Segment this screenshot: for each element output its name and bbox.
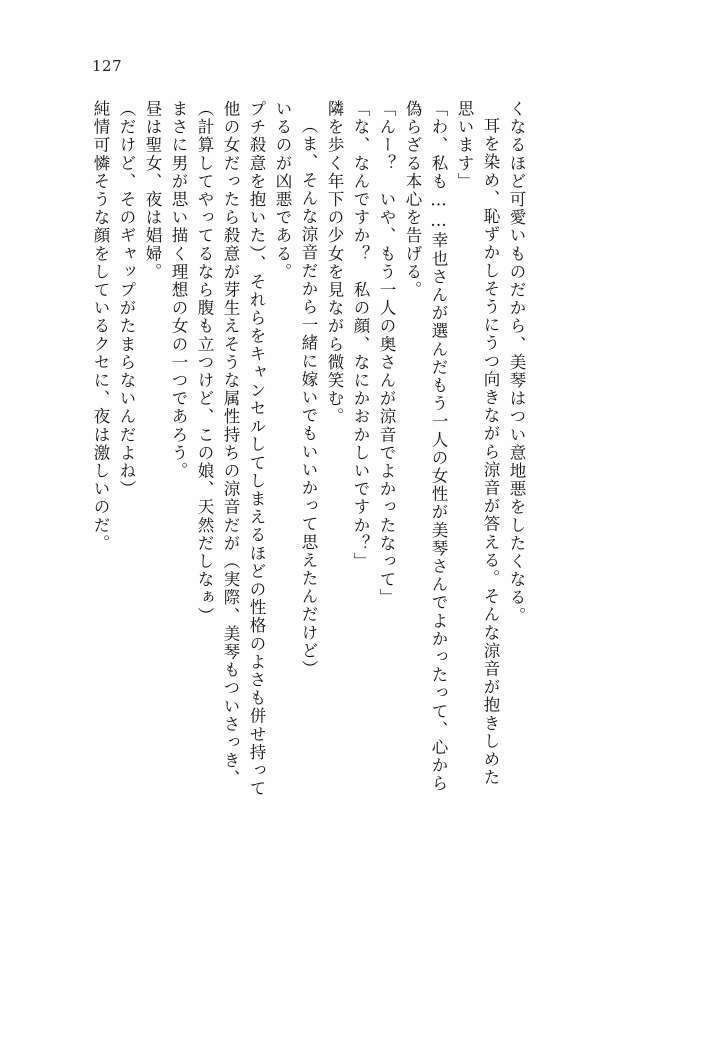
- text-line: 思います」: [455, 100, 474, 191]
- body-text-block: [82, 100, 627, 970]
- text-line: 純情可憐そうな顔をしているクセに、夜は激しいのだ。: [91, 100, 110, 553]
- text-line: 偽らざる本心を告げる。: [403, 100, 422, 300]
- text-line: （計算してやってるなら腹も立つけど、この娘、天然だしなぁ）: [195, 100, 214, 625]
- text-line: プチ殺意を抱いた）、それらをキャンセルしてしまえるほどの性格のよさも併せ持って: [247, 100, 266, 798]
- text-line: まさに男が思い描く理想の女の一つであろう。: [169, 100, 188, 481]
- text-line: 他の女だったら殺意が芽生えそうな属性持ちの涼音だが（実際、美琴もついさっき、: [221, 100, 240, 788]
- text-line: いるのが凶悪である。: [273, 100, 292, 281]
- text-line: くなるほど可愛いものだから、美琴はつい意地悪をしたくなる。: [507, 100, 526, 625]
- text-line: （だけど、そのギャップがたまらないんだよね）: [117, 100, 136, 499]
- text-line: 隣を歩く年下の少女を見ながら微笑む。: [325, 100, 344, 426]
- text-line: （ま、そんな涼音だから一緒に嫁いでもいいかって思えたんだけど）: [299, 117, 318, 679]
- text-line: 耳を染め、恥ずかしそうにうつ向きながら涼音が答える。そんな涼音が抱きしめた: [481, 117, 500, 787]
- page-number: 127: [92, 57, 123, 75]
- text-line: 昼は聖女、夜は娼婦。: [143, 100, 162, 281]
- text-line: 「わ、私も……幸也さんが選んだもう一人の女性が美琴さんでよかったって、心から: [429, 100, 448, 793]
- text-line: 「な、なんですか？ 私の顔、なにかおかしいですか？」: [351, 100, 370, 571]
- text-line: 「んー？ いや、もう一人の奥さんが涼音でよかったなって」: [377, 100, 396, 607]
